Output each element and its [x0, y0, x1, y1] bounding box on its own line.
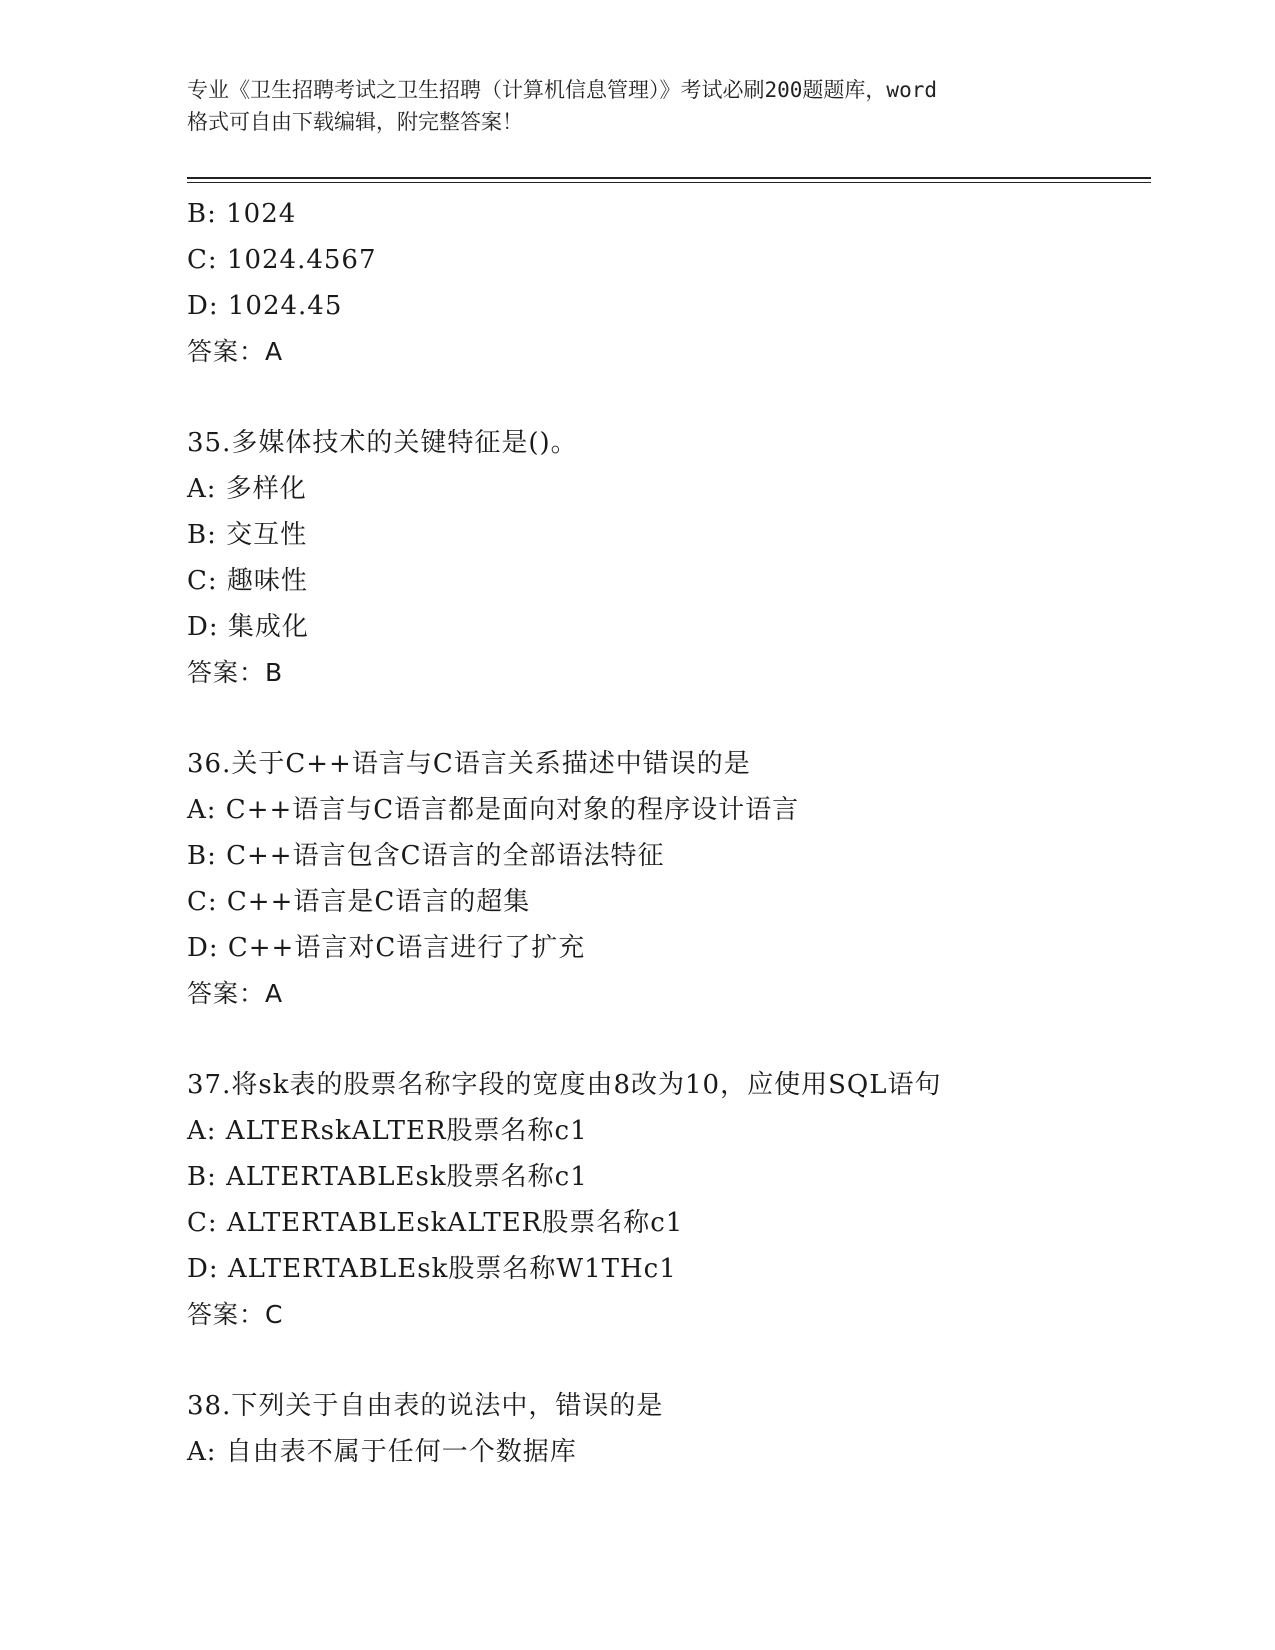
option-c: C: ALTERTABLEskALTER股票名称c1 — [187, 1208, 684, 1238]
option-d: D: 集成化 — [187, 612, 309, 642]
option-d: D: C++语言对C语言进行了扩充 — [187, 933, 586, 963]
question-text: 35.多媒体技术的关键特征是()。 — [187, 428, 578, 458]
option-a: A: 自由表不属于任何一个数据库 — [187, 1437, 577, 1467]
answer: 答案：B — [187, 658, 284, 687]
option-d: D: 1024.45 — [187, 291, 343, 321]
document-header — [187, 74, 1087, 138]
option-a: A: 多样化 — [187, 474, 307, 504]
question-text: 38.下列关于自由表的说法中，错误的是 — [187, 1391, 664, 1421]
header-divider-thin — [187, 182, 1151, 183]
option-c: C: 趣味性 — [187, 566, 308, 596]
question-36 — [187, 741, 1151, 1017]
option-b: B: C++语言包含C语言的全部语法特征 — [187, 841, 665, 871]
question-34 — [187, 191, 1151, 375]
option-c: C: 1024.4567 — [187, 245, 377, 275]
option-b: B: 1024 — [187, 199, 297, 229]
header-divider-thick — [187, 177, 1151, 179]
option-a: A: C++语言与C语言都是面向对象的程序设计语言 — [187, 795, 800, 825]
answer: 答案：A — [187, 979, 284, 1008]
answer: 答案：C — [187, 1300, 284, 1329]
question-37 — [187, 1062, 1151, 1338]
question-38 — [187, 1383, 1151, 1475]
question-text: 37.将sk表的股票名称字段的宽度由8改为10，应使用SQL语句 — [187, 1070, 942, 1100]
header-line-2: 格式可自由下载编辑，附完整答案！ — [187, 110, 523, 134]
header-line-1: 专业《卫生招聘考试之卫生招聘（计算机信息管理）》考试必刷200题题库，word — [187, 78, 937, 102]
option-a: A: ALTERskALTER股票名称c1 — [187, 1116, 588, 1146]
option-d: D: ALTERTABLEsk股票名称W1THc1 — [187, 1254, 677, 1284]
question-list — [187, 191, 1151, 1475]
question-text: 36.关于C++语言与C语言关系描述中错误的是 — [187, 749, 751, 779]
option-b: B: ALTERTABLEsk股票名称c1 — [187, 1162, 588, 1192]
option-c: C: C++语言是C语言的超集 — [187, 887, 531, 917]
option-b: B: 交互性 — [187, 520, 308, 550]
question-35 — [187, 420, 1151, 696]
answer: 答案：A — [187, 337, 284, 366]
